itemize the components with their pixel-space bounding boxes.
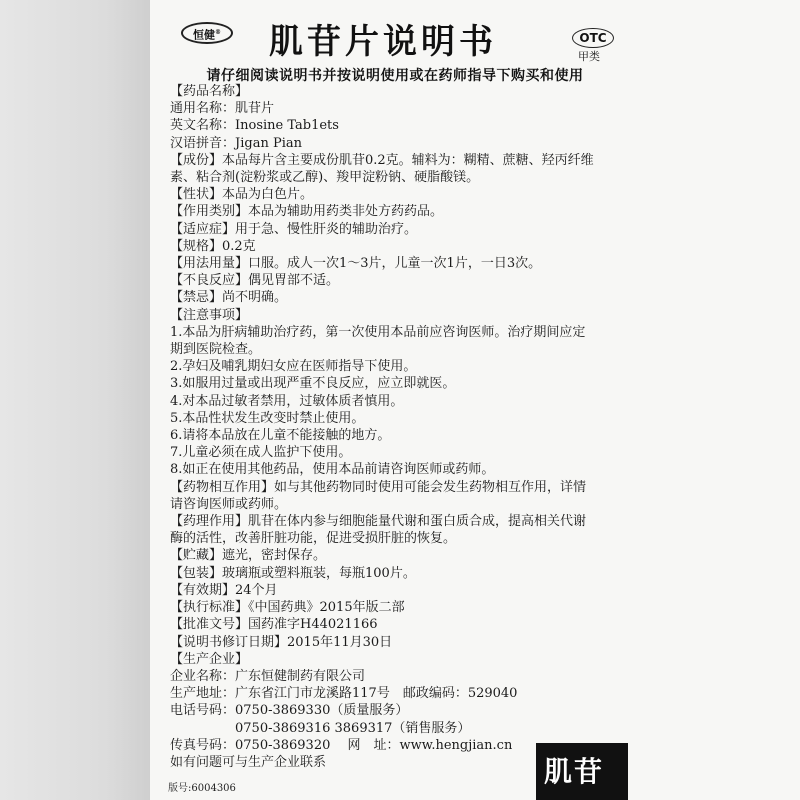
line-adverse-reactions: 【不良反应】偶见胃部不适。 [170,273,340,289]
line-approval-number: 【批准文号】国药准字H44021166 [170,617,378,633]
leaflet-content [170,83,610,771]
line-ingredients-cont: 素、粘合剂(淀粉浆或乙醇)、羧甲淀粉钠、硬脂酸镁。 [170,170,480,186]
line-precautions-heading: 【注意事项】 [170,307,249,323]
line-manufacturer-heading: 【生产企业】 [170,651,249,667]
logo-text: 恒健 [193,28,215,42]
line-contact-note: 如有问题可与生产企业联系 [170,754,327,770]
line-precaution-1: 1.本品为肝病辅助治疗药，第一次使用本品前应咨询医师。治疗期间应定 [170,324,586,340]
line-company-name: 企业名称：广东恒健制药有限公司 [170,668,366,684]
line-precaution-6: 6.请将本品放在儿童不能接触的地方。 [170,428,391,444]
registered-mark: ® [215,29,221,36]
line-interactions-cont: 请咨询医师或药师。 [170,496,288,512]
line-generic-name: 通用名称：肌苷片 [170,101,275,117]
line-indications: 【适应症】用于急、慢性肝炎的辅助治疗。 [170,221,418,237]
line-fax-website: 传真号码：0750-3869320 网 址：www.hengjian.cn [170,737,513,753]
line-precaution-4: 4.对本品过敏者禁用，过敏体质者慎用。 [170,393,404,409]
line-storage: 【贮藏】遮光，密封保存。 [170,548,327,564]
page-shadow [0,0,150,800]
version-code: 版号:6004306 [168,783,236,794]
line-precaution-5: 5.本品性状发生改变时禁止使用。 [170,410,365,426]
line-precaution-3: 3.如服用过量或出现严重不良反应，应立即就医。 [170,376,456,392]
line-english-name: 英文名称：Inosine Tab1ets [170,118,339,134]
line-shelf-life: 【有效期】24个月 [170,582,278,598]
line-dosage: 【用法用量】口服。成人一次1～3片，儿童一次1片，一日3次。 [170,256,542,272]
otc-badge: OTC [572,28,614,48]
line-pinyin-name: 汉语拼音：Jigan Pian [170,135,302,151]
line-phone-quality: 电话号码：0750-3869330（质量服务） [170,703,409,719]
line-precaution-1-cont: 期到医院检查。 [170,342,262,358]
line-contraindications: 【禁忌】尚不明确。 [170,290,288,306]
line-drug-name-heading: 【药品名称】 [170,84,249,99]
usage-notice: 请仔细阅读说明书并按说明使用或在药师指导下购买和使用 [206,68,584,84]
line-pharmacology-cont: 酶的活性，改善肝脏功能，促进受损肝脏的恢复。 [170,531,457,547]
line-strength: 【规格】0.2克 [170,238,256,254]
line-precaution-2: 2.孕妇及哺乳期妇女应在医师指导下使用。 [170,359,417,375]
line-precaution-7: 7.儿童必须在成人监护下使用。 [170,445,352,461]
line-phone-sales: 0750-3869316 3869317（销售服务） [170,720,471,736]
otc-class-label: 甲类 [578,50,600,63]
line-standard: 【执行标准】《中国药典》2015年版二部 [170,600,405,616]
line-packaging: 【包装】玻璃瓶或塑料瓶装，每瓶100片。 [170,565,416,581]
line-ingredients: 【成份】本品每片含主要成份肌苷0.2克。辅料为：糊精、蔗糖、羟丙纤维 [170,152,594,168]
line-address: 生产地址：广东省江门市龙溪路117号 邮政编码：529040 [170,686,518,702]
line-pharmacology: 【药理作用】肌苷在体内参与细胞能量代谢和蛋白质合成，提高相关代谢 [170,514,587,530]
product-badge: 肌苷 [536,743,628,800]
line-revision-date: 【说明书修订日期】2015年11月30日 [170,634,393,650]
document-title: 肌苷片说明书 [269,22,497,62]
company-logo [181,22,233,44]
line-precaution-8: 8.如正在使用其他药品，使用本品前请咨询医师或药师。 [170,462,495,478]
line-category: 【作用类别】本品为辅助用药类非处方药药品。 [170,204,444,220]
line-appearance: 【性状】本品为白色片。 [170,187,314,203]
line-interactions: 【药物相互作用】如与其他药物同时使用可能会发生药物相互作用，详情 [170,479,587,495]
